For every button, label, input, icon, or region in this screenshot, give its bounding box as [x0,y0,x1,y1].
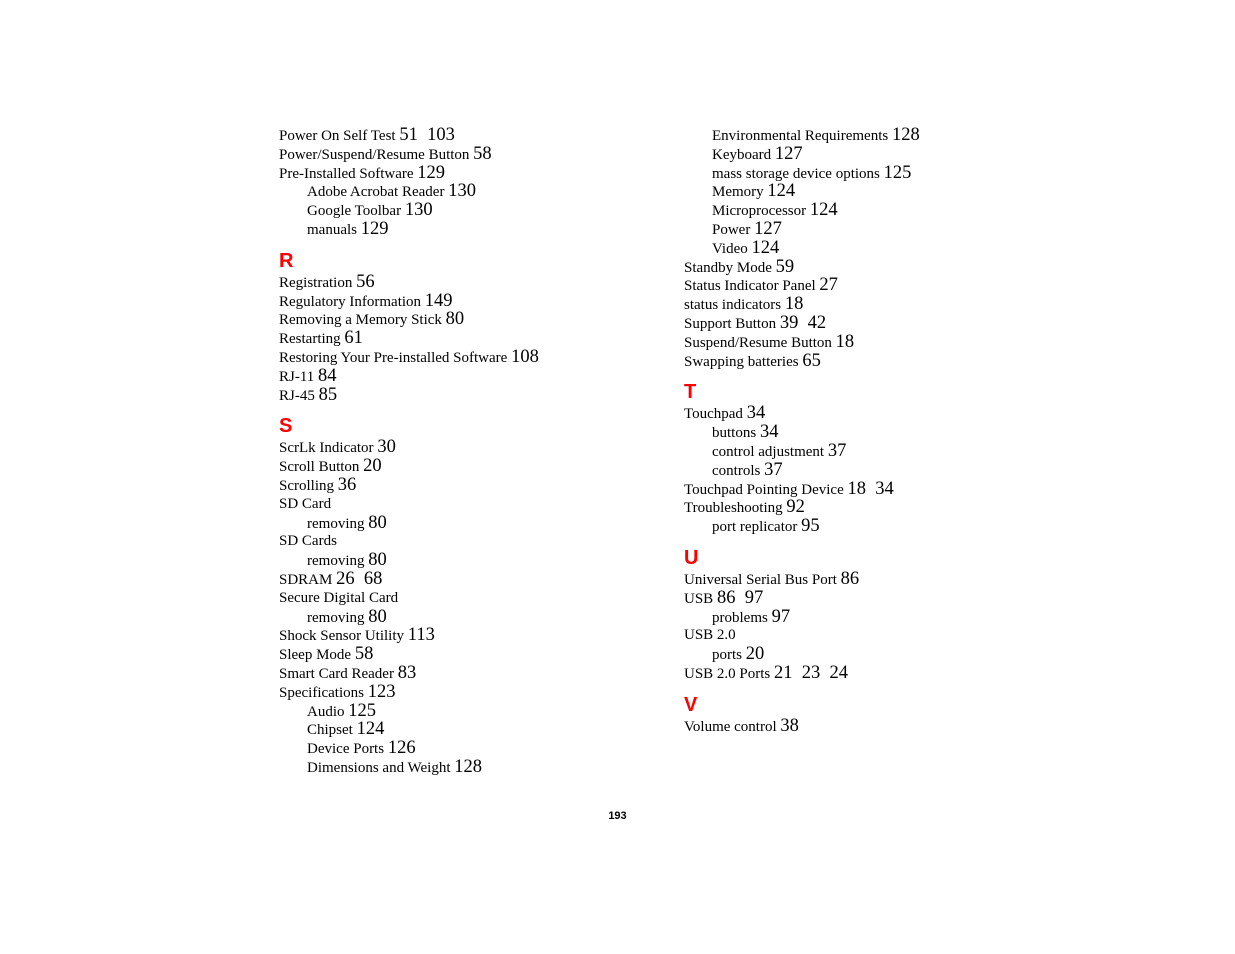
index-letter-heading: V [684,693,698,716]
index-letter-heading: U [684,546,699,569]
index-entry-text: USB 2.0 Ports [684,665,771,682]
index-entry-text: Memory [712,184,764,201]
index-page-refs[interactable]: 18 [835,331,855,352]
index-page-refs[interactable]: 37 [764,459,783,480]
index-entry-text: Touchpad [684,406,743,423]
index-subentry [684,517,1064,536]
index-page-refs[interactable]: 124 [356,719,385,740]
index-entry-text: Keyboard [712,146,772,163]
index-page-refs[interactable]: 84 [318,365,337,386]
index-entry [279,329,659,348]
index-subentry [684,645,1064,664]
index-entry-text: Touchpad Pointing Device [684,481,844,498]
index-subentry [684,126,1064,145]
index-entry [684,333,1064,352]
index-page-refs[interactable]: 129 [417,162,446,183]
index-entry-text: Secure Digital Card [279,589,399,606]
index-page-refs[interactable]: 124 [751,237,780,258]
index-entry-text: RJ-45 [279,387,315,404]
index-page-refs[interactable]: 38 [780,715,799,736]
index-subentry [684,220,1064,239]
index-entry-text: removing [307,609,365,626]
index-page-refs[interactable]: 18 [784,294,804,315]
index-page-refs[interactable]: 127 [754,218,782,239]
index-entry-text: Standby Mode [684,259,772,276]
index-page-refs[interactable]: 20 [363,456,382,477]
index-entry-text: controls [712,462,761,479]
index-entry-text: ScrLk Indicator [279,440,374,457]
index-page-refs[interactable]: 26 68 [336,568,383,589]
index-page-refs[interactable]: 58 [473,143,492,164]
index-entry-text: mass storage device options [712,165,880,182]
index-entry [684,570,1064,589]
index-entry-text: Scrolling [279,477,334,494]
index-entry [279,532,659,551]
index-entry-text: SDRAM [279,571,333,588]
index-subentry [684,608,1064,627]
index-page-refs[interactable]: 124 [809,200,838,221]
index-entry-text: Restoring Your Pre-installed Software [279,349,508,366]
index-subentry [684,239,1064,258]
index-page-refs[interactable]: 59 [775,256,795,277]
index-letter-heading: T [684,381,697,404]
index-subentry [684,182,1064,201]
index-entry-text: Audio [307,703,345,720]
index-subentry [279,608,659,627]
index-page-refs[interactable]: 39 42 [779,312,827,333]
index-subentry [279,182,659,201]
index-page-refs[interactable]: 92 [786,497,805,518]
index-entry-text: Power [712,221,751,238]
index-entry-text: Sleep Mode [279,647,352,664]
index-subentry [279,220,659,239]
index-page-refs[interactable]: 129 [360,218,389,239]
index-entry-text: SD Cards [279,533,337,550]
index-entry-text: Specifications [279,684,364,701]
index-subentry [279,702,659,721]
index-page-refs[interactable]: 56 [356,271,375,292]
index-page-refs[interactable]: 125 [883,162,912,183]
index-entry [279,126,659,145]
index-entry [684,404,1064,423]
index-page-refs[interactable]: 123 [367,681,396,702]
index-page-refs[interactable]: 61 [344,328,363,349]
index-subentry [279,514,659,533]
index-subentry [684,201,1064,220]
index-entry [279,626,659,645]
index-entry-text: Dimensions and Weight [307,759,451,776]
index-entry-text: Environmental Requirements [712,128,889,144]
index-entry-text: problems [712,609,768,626]
index-entry [279,645,659,664]
index-entry-text: Removing a Memory Stick [279,312,442,329]
index-entry-text: Suspend/Resume Button [684,334,832,351]
index-page-refs[interactable]: 65 [802,350,821,371]
index-page-refs[interactable]: 34 [759,422,779,443]
index-column-left [279,126,659,777]
index-page-refs[interactable]: 125 [348,700,376,721]
index-entry [279,495,659,514]
index-page-refs[interactable]: 130 [448,181,476,202]
index-entry [684,276,1064,295]
index-entry-text: Status Indicator Panel [684,278,816,295]
index-page-refs[interactable]: 51 103 [399,125,455,145]
index-entry-text: Support Button [684,315,777,332]
index-page-refs[interactable]: 108 [511,346,539,367]
index-entry [279,438,659,457]
index-page-refs[interactable]: 58 [354,644,374,665]
index-subentry [684,442,1064,461]
index-entry [684,626,1064,645]
index-page-refs[interactable]: 113 [407,625,435,646]
index-entry [279,457,659,476]
index-entry-text: Device Ports [307,741,385,758]
index-entry-text: removing [307,515,365,532]
index-entry [279,164,659,183]
index-page-refs[interactable]: 37 [827,440,847,461]
index-page-refs[interactable]: 20 [745,644,765,665]
index-entry-text: Volume control [684,718,777,735]
page-number: 193 [608,810,627,822]
index-entry-text: USB 2.0 [684,627,736,644]
index-entry [684,717,1064,736]
index-entry [279,683,659,702]
index-entry-text: USB [684,590,714,607]
index-page-refs[interactable]: 126 [387,738,416,759]
index-entry-text: status indicators [684,297,782,314]
index-page-refs[interactable]: 86 [840,568,860,589]
index-entry [279,292,659,311]
index-entry-text: control adjustment [712,443,825,460]
index-entry-text: Video [712,240,748,257]
index-page-refs[interactable]: 34 [746,403,766,424]
index-entry [684,498,1064,517]
index-subentry [684,461,1064,480]
index-entry [279,367,659,386]
index-page-refs[interactable]: 149 [424,290,453,311]
index-entry-text: SD Card [279,495,332,512]
index-subentry [279,739,659,758]
index-entry-text: Power On Self Test [279,128,396,144]
index-entry-text: Regulatory Information [279,293,422,310]
index-page-refs[interactable]: 36 [337,474,357,495]
index-entry-text: removing [307,553,365,570]
index-entry-text: Smart Card Reader [279,665,394,682]
index-subentry [279,758,659,777]
index-entry-text: Power/Suspend/Resume Button [279,146,470,163]
index-entry [279,348,659,367]
index-entry-text: Google Toolbar [307,203,402,220]
index-entry-text: Universal Serial Bus Port [684,571,837,588]
index-page-refs[interactable]: 86 97 [716,587,764,608]
index-entry [279,145,659,164]
index-entry-text: Troubleshooting [684,500,783,517]
index-page-refs[interactable]: 80 [368,550,387,571]
index-letter-heading: S [279,415,293,438]
index-page-refs[interactable]: 21 23 24 [774,662,849,683]
index-entry [279,386,659,405]
index-entry-text: Adobe Acrobat Reader [307,184,445,201]
index-subentry [684,145,1064,164]
index-entry [684,295,1064,314]
index-entry [279,589,659,608]
index-page-refs[interactable]: 97 [771,606,791,627]
index-subentry [279,720,659,739]
index-entry [684,589,1064,608]
index-subentry [684,423,1064,442]
index-page-refs[interactable]: 27 [819,275,838,296]
index-entry-text: Swapping batteries [684,353,799,370]
index-page-refs[interactable]: 18 34 [847,478,894,499]
index-entry-text: port replicator [712,519,798,536]
index-entry [684,664,1064,683]
index-entry [279,570,659,589]
index-entry [279,664,659,683]
index-subentry [279,551,659,570]
index-page-refs[interactable]: 124 [767,181,796,202]
index-page-refs[interactable]: 85 [318,384,338,405]
index-entry-text: Shock Sensor Utility [279,628,405,645]
index-column-right [684,126,1064,736]
index-page-refs[interactable]: 30 [377,437,396,458]
index-page-refs[interactable]: 80 [445,309,465,330]
index-entry-text: Microprocessor [712,203,807,220]
index-entry-text: Scroll Button [279,459,360,476]
index-page-refs[interactable]: 128 [891,125,920,145]
index-page-refs[interactable]: 127 [774,143,803,164]
index-entry [279,273,659,292]
index-entry [279,476,659,495]
index-subentry [684,164,1064,183]
index-entry-text: Registration [279,274,353,291]
index-page-refs[interactable]: 128 [454,756,483,777]
index-page-refs[interactable]: 83 [397,662,417,683]
index-page-refs[interactable]: 80 [368,606,387,627]
index-page-refs[interactable]: 95 [801,516,820,537]
index-entry-text: Chipset [307,722,353,739]
index-entry [684,258,1064,277]
index-page-refs[interactable]: 80 [368,512,387,533]
index-entry [279,310,659,329]
index-entry-text: RJ-11 [279,368,315,385]
index-entry-text: Restarting [279,331,341,348]
index-entry-text: buttons [712,425,757,442]
index-entry-text: ports [712,647,742,664]
index-entry-text: manuals [307,221,357,238]
index-page-refs[interactable]: 130 [404,200,433,221]
index-entry [684,314,1064,333]
index-entry [684,352,1064,371]
index-subentry [279,201,659,220]
index-entry-text: Pre-Installed Software [279,165,414,182]
index-letter-heading: R [279,249,294,272]
index-entry [684,480,1064,499]
